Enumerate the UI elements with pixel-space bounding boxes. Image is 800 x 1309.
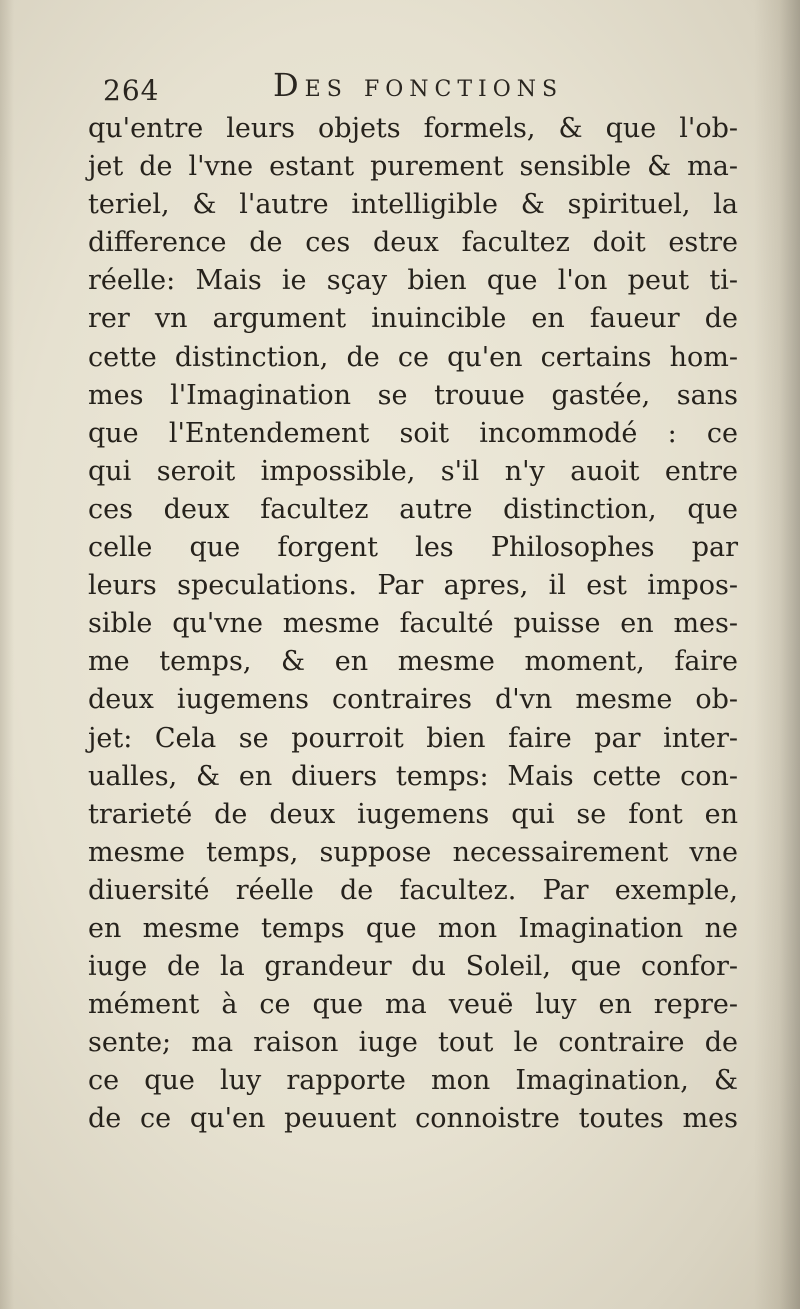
text-line: celle que forgent les Philosophes par [88,532,738,564]
text-line: sible qu'vne mesme faculté puisse en mes- [88,608,738,640]
text-line: qu'entre leurs objets formels, & que l'ob- [88,113,738,144]
page-number: 264 [103,74,160,107]
text-line: teriel, & l'autre intelligible & spirituel, la [88,189,738,221]
text-line: rer vn argument inuincible en faueur de [88,303,738,335]
text-line: iuge de la grandeur du Soleil, que confor- [88,951,738,983]
gutter-shadow [754,0,800,1309]
text-line: en mesme temps que mon Imagination ne [88,912,738,944]
text-line: difference de ces deux facultez doit estre [88,227,738,259]
text-line: ualles, & en diuers temps: Mais cette con- [88,760,738,792]
text-line: de ce qu'en peuuent connoistre toutes mes [88,1103,738,1135]
body-text [88,110,738,1139]
page-edge-shading [0,0,14,1309]
text-line: cette distinction, de ce qu'en certains hom- [88,341,738,373]
text-line: leurs speculations. Par apres, il est impos- [88,570,738,602]
text-line: trarieté de deux iugemens qui se font en [88,798,738,830]
text-line: diuersité réelle de facultez. Par exemple, [88,874,738,906]
text-line: qui seroit impossible, s'il n'y auoit entre [88,455,738,487]
text-line: mesme temps, suppose necessairement vne [88,836,738,868]
text-line: réelle: Mais ie sçay bien que l'on peut ti- [88,265,738,297]
text-line: ces deux facultez autre distinction, que [88,493,738,525]
running-head-title: Des fonctions [273,66,564,104]
text-line: deux iugemens contraires d'vn mesme ob- [88,684,738,716]
text-line: sente; ma raison iuge tout le contraire de [88,1027,738,1059]
text-line: jet de l'vne estant purement sensible & ma- [88,151,738,183]
text-line: que l'Entendement soit incommodé : ce [88,417,738,449]
text-line: mes l'Imagination se trouue gastée, sans [88,379,738,411]
text-line: mément à ce que ma veuë luy en repre- [88,989,738,1021]
text-line: jet: Cela se pourroit bien faire par inter- [88,722,738,754]
text-line: ce que luy rapporte mon Imagination, & [88,1065,738,1097]
running-head [103,64,743,112]
text-line: me temps, & en mesme moment, faire [88,646,738,678]
